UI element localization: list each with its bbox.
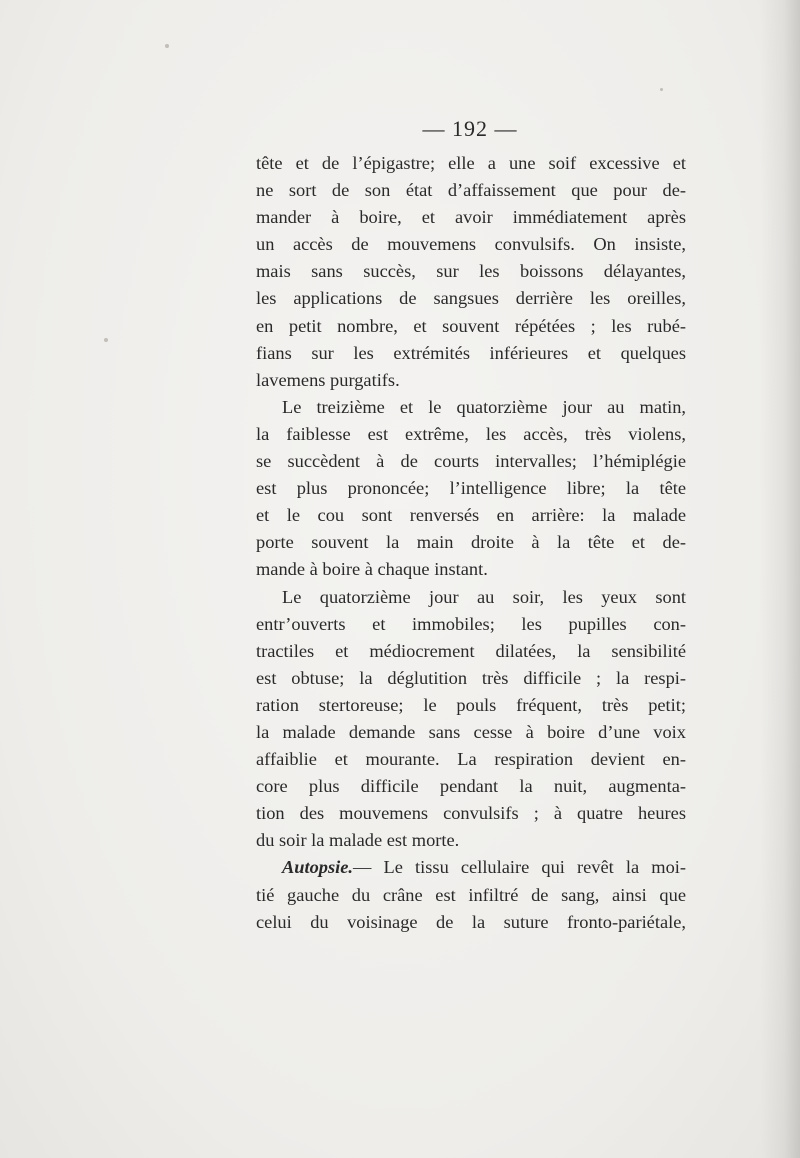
paragraph <box>256 394 686 584</box>
body-text <box>256 150 686 936</box>
paragraph <box>256 584 686 855</box>
section-heading: Autopsie. <box>282 857 354 878</box>
text-line: mander à boire, et avoir immédiatement après <box>256 207 686 228</box>
text-line: tractiles et médiocrement dilatées, la sensibilité <box>256 640 686 661</box>
text-line: ration stertoreuse; le pouls fréquent, très petit; <box>256 694 686 715</box>
text-line: la malade demande sans cesse à boire d’une voix <box>256 721 686 742</box>
text-line: les applications de sangsues derrière les oreilles, <box>256 288 686 309</box>
paragraph <box>256 150 686 394</box>
text-line: un accès de mouvemens convulsifs. On insiste, <box>256 234 686 255</box>
text-line: mande à boire à chaque instant. <box>256 559 488 580</box>
text-line: lavemens purgatifs. <box>256 369 400 390</box>
text-line: du soir la malade est morte. <box>256 830 460 851</box>
paper-speck <box>104 338 108 342</box>
text-line: tion des mouvemens convulsifs ; à quatre heures <box>256 803 686 824</box>
text-line: fians sur les extrémités inférieures et quelques <box>256 342 686 363</box>
text-line: mais sans succès, sur les boissons délayantes, <box>256 261 686 282</box>
text-line: tié gauche du crâne est infiltré de sang, ainsi que <box>256 884 686 905</box>
text-line: celui du voisinage de la suture fronto-pariétale, <box>256 911 686 932</box>
text-line: Le treizième et le quatorzième jour au matin, <box>282 396 686 417</box>
page-number: — 192 — <box>422 116 518 141</box>
paragraph <box>256 854 686 935</box>
text-line: se succèdent à de courts intervalles; l’hémiplégie <box>256 451 686 472</box>
text-line: Le quatorzième jour au soir, les yeux sont <box>282 586 686 607</box>
text-line <box>256 854 686 881</box>
text-line: et le cou sont renversés en arrière: la malade <box>256 505 686 526</box>
text-run: — Le tissu cellulaire qui revêt la moi- <box>353 857 686 878</box>
text-line: affaiblie et mourante. La respiration devient en- <box>256 749 686 770</box>
text-line: ne sort de son état d’affaissement que pour de- <box>256 180 686 201</box>
text-line: en petit nombre, et souvent répétées ; les rubé- <box>256 315 686 336</box>
text-line: entr’ouverts et immobiles; les pupilles con- <box>256 613 686 634</box>
text-line: porte souvent la main droite à la tête et de- <box>256 532 686 553</box>
text-line: la faiblesse est extrême, les accès, très violens, <box>256 423 686 444</box>
text-line: est plus prononcée; l’intelligence libre; la tête <box>256 478 686 499</box>
page-edge-shadow <box>760 0 800 1158</box>
paper-speck <box>660 88 663 91</box>
text-line: tête et de l’épigastre; elle a une soif excessive et <box>256 153 686 173</box>
paper-speck <box>165 44 169 48</box>
text-line: core plus difficile pendant la nuit, augmenta- <box>256 776 686 797</box>
text-line: est obtuse; la déglutition très difficile ; la respi- <box>256 667 686 688</box>
